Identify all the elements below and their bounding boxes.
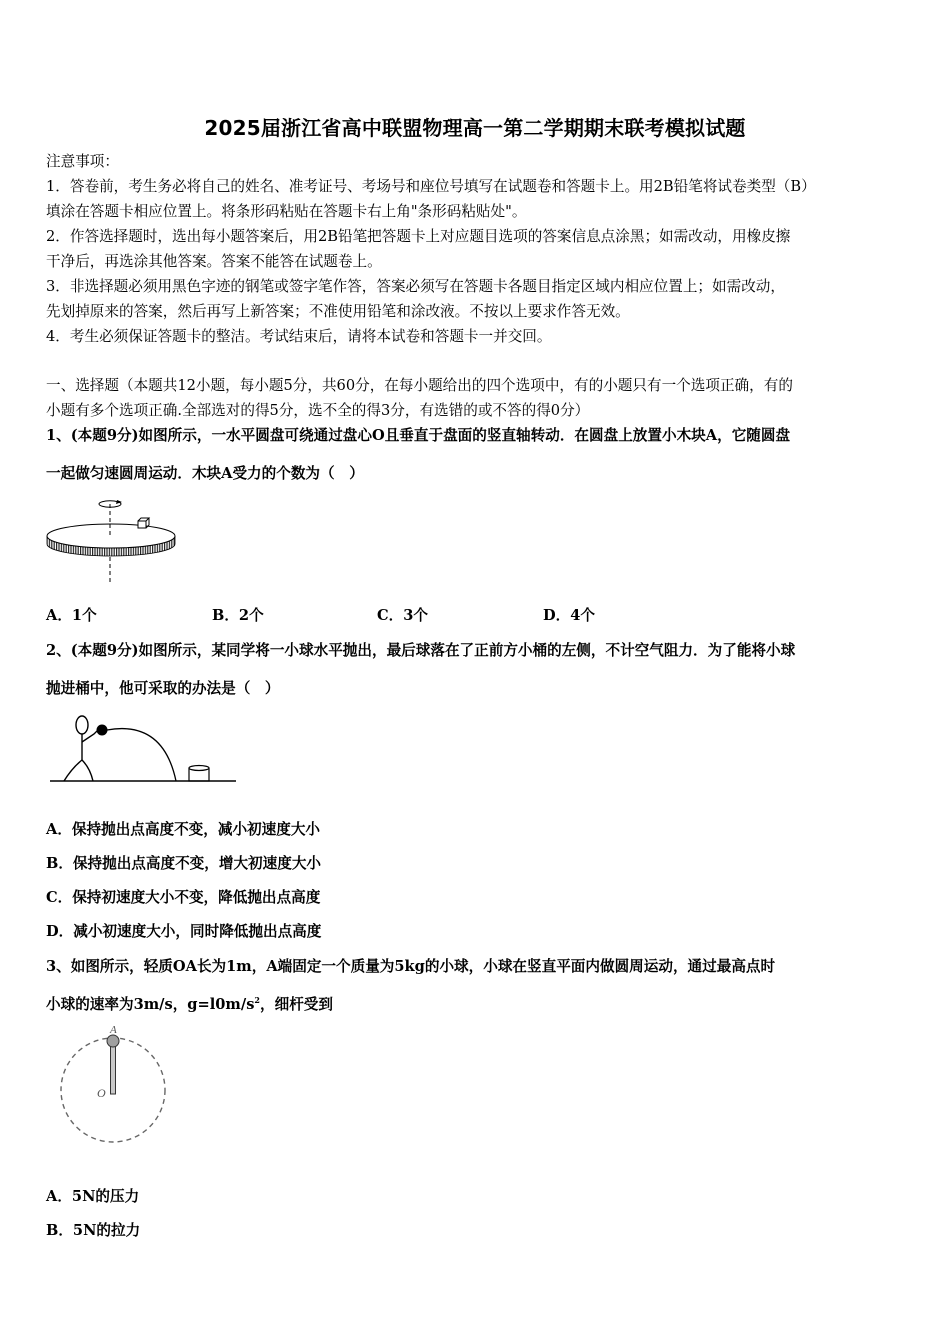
q1-stem-line-1: 1、(本题9分)如图所示，一水平圆盘可绕通过盘心O且垂直于盘面的竖直轴转动．在圆盘上放置小木块A，它随圆盘 [46,427,791,444]
q3-option-a[interactable]: A．5N的压力 [46,1188,140,1205]
q3-option-b[interactable]: B．5N的拉力 [46,1222,141,1239]
q2-option-b[interactable]: B．保持抛出点高度不变，增大初速度大小 [46,855,322,872]
q2-option-c[interactable]: C．保持初速度大小不变，降低抛出点高度 [46,889,321,906]
notice-line-5: 3．非选择题必须用黑色字迹的钢笔或签字笔作答，答案必须写在答题卡各题目指定区域内相应位置上；如需改动， [46,278,785,295]
q3-stem-line-2-tail: ，细杆受到 [260,996,333,1013]
q1-stem-line-2: 一起做匀速圆周运动．木块A受力的个数为（ ） [46,465,364,482]
q3-stem-line-1: 3、如图所示，轻质OA长为1m，A端固定一个质量为5kg的小球，小球在竖直平面内做圆周运动，通过最高点时 [46,958,776,975]
label-a: A [110,1024,117,1036]
q3-stem-line-2-text: 小球的速率为3m/s，g=l0m/s [46,996,255,1013]
vertical-circle-figure [54,1024,174,1150]
q2-stem-line-1: 2、(本题9分)如图所示，某同学将一小球水平抛出，最后球落在了正前方小桶的左侧，不计空气阻力．为了能将小球 [46,642,796,659]
rotating-disk-figure [44,494,184,586]
notice-line-4: 干净后，再选涂其他答案。答案不能答在试题卷上。 [46,253,382,270]
notice-line-6: 先划掉原来的答案，然后再写上新答案；不准使用铅笔和涂改液。不按以上要求作答无效。 [46,303,630,320]
notice-line-7: 4．考生必须保证答题卡的整洁。考试结束后，请将本试卷和答题卡一并交回。 [46,328,552,345]
section-intro-line-1: 一、选择题（本题共12小题，每小题5分，共60分，在每小题给出的四个选项中，有的小题只有一个选项正确，有的 [46,377,793,394]
q1-option-d[interactable]: D．4个 [543,607,595,624]
q3-stem-line-2 [46,995,333,1015]
q1-option-b[interactable]: B．2个 [212,607,264,624]
notice-line-3: 2．作答选择题时，选出每小题答案后，用2B铅笔把答题卡上对应题目选项的答案信息点涂黑；如需改动，用橡皮擦 [46,228,791,245]
q1-option-a[interactable]: A．1个 [46,607,97,624]
q2-stem-line-2: 抛进桶中，他可采取的办法是（ ） [46,680,280,697]
page-title: 2025届浙江省高中联盟物理高一第二学期期末联考模拟试题 [204,116,746,140]
section-intro-line-2: 小题有多个选项正确.全部选对的得5分，选不全的得3分，有选错的或不答的得0分） [46,402,590,419]
notice-line-2: 填涂在答题卡相应位置上。将条形码粘贴在答题卡右上角"条形码粘贴处"。 [46,203,527,220]
label-o: O [97,1086,106,1100]
projectile-figure [48,708,240,788]
q3-exponent: 2 [254,995,260,1005]
q1-option-c[interactable]: C．3个 [377,607,428,624]
q2-option-d[interactable]: D．减小初速度大小，同时降低抛出点高度 [46,923,322,940]
notice-heading: 注意事项： [46,153,119,170]
notice-line-1: 1．答卷前，考生务必将自己的姓名、准考证号、考场号和座位号填写在试题卷和答题卡上。用2B铅笔将试卷类型（B） [46,178,816,195]
q2-option-a[interactable]: A．保持抛出点高度不变，减小初速度大小 [46,821,321,838]
